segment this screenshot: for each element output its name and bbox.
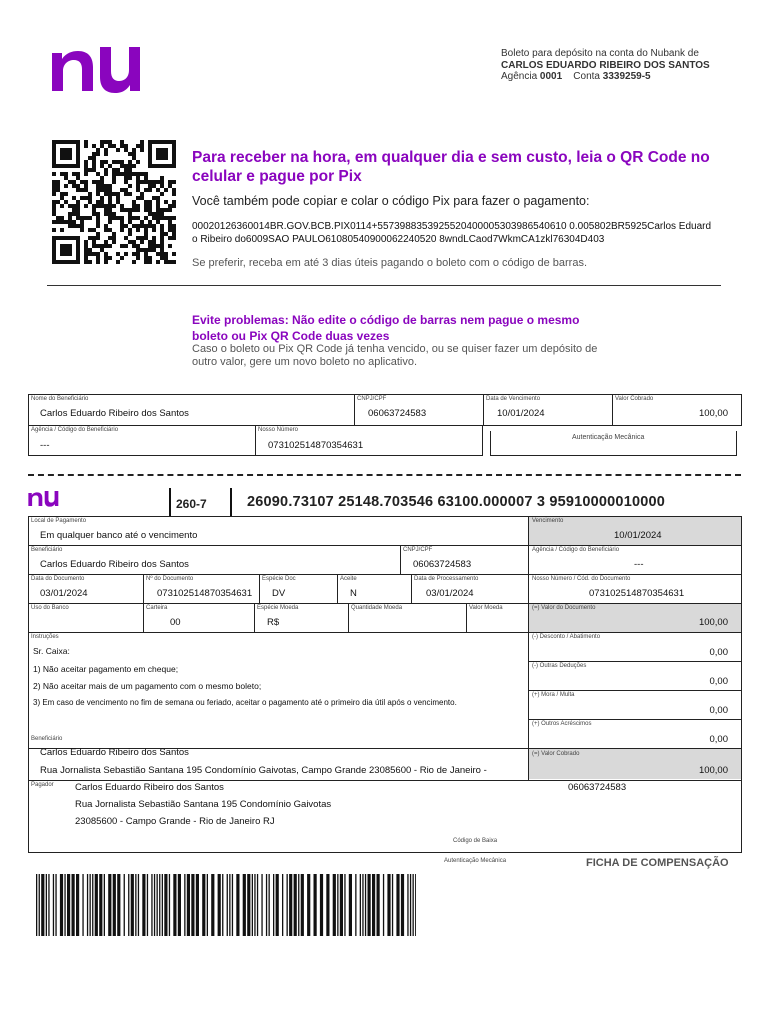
agencia-value: 0001 bbox=[539, 71, 563, 82]
usobanco-label: Uso do Banco bbox=[31, 605, 69, 611]
receipt-agencia-label: Agência / Código do Beneficiário bbox=[31, 427, 119, 433]
instr-line: 2) Não aceitar mais de um pagamento com o mesmo boleto; bbox=[33, 681, 262, 691]
conta-value: 3339259-5 bbox=[602, 71, 651, 82]
receipt-agencia: --- bbox=[40, 440, 50, 451]
ndoc-label: Nº do Documento bbox=[146, 576, 194, 582]
cobrado-value: 100,00 bbox=[698, 765, 728, 776]
venc-label: Vencimento bbox=[532, 518, 564, 524]
agencia-label: Agência bbox=[501, 71, 538, 82]
pagador-label: Pagador bbox=[31, 782, 54, 788]
deducoes-label: (-) Outras Deduções bbox=[532, 663, 587, 669]
cut-line bbox=[28, 474, 741, 476]
divider bbox=[47, 285, 721, 286]
boleto-barcode bbox=[36, 874, 416, 936]
receipt-venc-label: Data de Vencimento bbox=[486, 396, 541, 402]
codbaixa-label: Código de Baixa bbox=[453, 838, 498, 844]
especiemoeda-value: R$ bbox=[267, 617, 280, 628]
venc-value: 10/01/2024 bbox=[614, 530, 662, 541]
benef2-address: Rua Jornalista Sebastião Santana 195 Condomínio Gaivotas, Campo Grande 23085600 - Rio de Janeiro - bbox=[40, 765, 487, 776]
valordoc-value: 100,00 bbox=[698, 617, 728, 628]
conta-label: Conta bbox=[573, 71, 600, 82]
especie-value: DV bbox=[272, 588, 286, 599]
qtd-label: Quantidade Moeda bbox=[351, 605, 403, 611]
pix-subtitle: Você também pode copiar e colar o código Pix para fazer o pagamento: bbox=[192, 194, 590, 208]
receipt-valor-label: Valor Cobrado bbox=[615, 396, 654, 402]
datadoc-label: Data do Documento bbox=[31, 576, 85, 582]
local-label: Local de Pagamento bbox=[31, 518, 87, 524]
especie-label: Espécie Doc bbox=[262, 576, 296, 582]
receipt-valor: 100,00 bbox=[698, 408, 728, 419]
receipt-autent-label: Autenticação Mecânica bbox=[572, 434, 645, 441]
pagador-name: Carlos Eduardo Ribeiro dos Santos bbox=[75, 782, 224, 793]
desconto-value: 0,00 bbox=[709, 647, 728, 658]
ficha-title: FICHA DE COMPENSAÇÃO bbox=[586, 857, 729, 869]
especiemoeda-label: Espécie Moeda bbox=[257, 605, 299, 611]
pix-title: Para receber na hora, em qualquer dia e sem custo, leia o QR Code no celular e pague por Pix bbox=[192, 149, 710, 185]
nosso-label: Nosso Número / Cód. do Documento bbox=[532, 576, 631, 582]
receipt-cnpj-label: CNPJ/CPF bbox=[357, 396, 387, 402]
acrescimos-value: 0,00 bbox=[709, 734, 728, 745]
account-info bbox=[501, 48, 710, 83]
cnpj-value: 06063724583 bbox=[413, 559, 472, 570]
dataproc-label: Data de Processamento bbox=[414, 576, 479, 582]
account-holder: CARLOS EDUARDO RIBEIRO DOS SANTOS bbox=[501, 59, 710, 71]
receipt-cnpj: 06063724583 bbox=[368, 408, 427, 419]
digitable-line[interactable]: 26090.73107 25148.703546 63100.000007 3 95910000010000 bbox=[247, 494, 666, 510]
pix-copy-paste-code[interactable]: 00020126360014BR.GOV.BCB.PIX0114+5573988353925520400005303986540610 0.005802BR5925Carlos Eduardo Ribeiro do6009SAO PAULO61080540900062240520 8wndLCaod7WkmCA1zkl76304D403 bbox=[192, 221, 712, 245]
ndoc-value: 073102514870354631 bbox=[157, 588, 253, 599]
pix-qr-code bbox=[52, 140, 176, 264]
benef-label: Beneficiário bbox=[31, 547, 63, 553]
dataproc-value: 03/01/2024 bbox=[426, 588, 474, 599]
nubank-logo-small bbox=[27, 490, 59, 507]
aceite-label: Aceite bbox=[340, 576, 357, 582]
carteira-label: Carteira bbox=[146, 605, 168, 611]
cobrado-label: (=) Valor Cobrado bbox=[532, 751, 580, 757]
receipt-benef-label: Nome do Beneficiário bbox=[31, 396, 89, 402]
benef2-value: Carlos Eduardo Ribeiro dos Santos bbox=[40, 747, 189, 758]
receipt-venc: 10/01/2024 bbox=[497, 408, 545, 419]
aceite-value: N bbox=[350, 588, 357, 599]
datadoc-value: 03/01/2024 bbox=[40, 588, 88, 599]
nosso-value: 073102514870354631 bbox=[589, 588, 685, 599]
mora-label: (+) Mora / Multa bbox=[532, 692, 575, 698]
valordoc-label: (=) Valor do Documento bbox=[532, 605, 596, 611]
mora-value: 0,00 bbox=[709, 705, 728, 716]
bank-code: 260-7 bbox=[176, 497, 207, 511]
desconto-label: (-) Desconto / Abatimento bbox=[532, 634, 601, 640]
local-value: Em qualquer banco até o vencimento bbox=[40, 530, 198, 541]
receipt-benef: Carlos Eduardo Ribeiro dos Santos bbox=[40, 408, 189, 419]
receipt-nosso-label: Nosso Número bbox=[258, 427, 299, 433]
pagador-doc: 06063724583 bbox=[568, 782, 627, 793]
pagador-address1: Rua Jornalista Sebastião Santana 195 Condomínio Gaivotas bbox=[75, 799, 332, 810]
instr-line: Sr. Caixa: bbox=[33, 646, 70, 656]
benef-value: Carlos Eduardo Ribeiro dos Santos bbox=[40, 559, 189, 570]
warning-body: Caso o boleto ou Pix QR Code já tenha vencido, ou se quiser fazer um depósito de outro valor, gere um novo boleto no aplicativo. bbox=[192, 343, 598, 368]
pagador-address2: 23085600 - Campo Grande - Rio de Janeiro RJ bbox=[75, 816, 275, 827]
pix-preference-note: Se preferir, receba em até 3 dias úteis pagando o boleto com o código de barras. bbox=[192, 257, 588, 269]
benef2-label: Beneficiário bbox=[31, 736, 63, 742]
instr-label: Instruções bbox=[31, 634, 59, 640]
agcod-value: --- bbox=[634, 559, 644, 570]
instr-line: 3) Em caso de vencimento no fim de semana ou feriado, aceitar o pagamento até o primeiro dia útil após o vencimento. bbox=[33, 698, 457, 707]
autent-label: Autenticação Mecânica bbox=[444, 858, 507, 864]
warning-title: Evite problemas: Não edite o código de barras nem pague o mesmo boleto ou Pix QR Code duas vezes bbox=[192, 313, 580, 343]
cnpj-label: CNPJ/CPF bbox=[403, 547, 433, 553]
deducoes-value: 0,00 bbox=[709, 676, 728, 687]
receipt-nosso: 073102514870354631 bbox=[268, 440, 364, 451]
account-line1: Boleto para depósito na conta do Nubank de bbox=[501, 48, 699, 59]
instr-line: 1) Não aceitar pagamento em cheque; bbox=[33, 664, 179, 674]
acrescimos-label: (+) Outros Acréscimos bbox=[532, 721, 592, 727]
nubank-logo bbox=[48, 45, 142, 93]
carteira-value: 00 bbox=[170, 617, 181, 628]
agcod-label: Agência / Código do Beneficiário bbox=[532, 547, 620, 553]
valormoeda-label: Valor Moeda bbox=[469, 605, 503, 611]
